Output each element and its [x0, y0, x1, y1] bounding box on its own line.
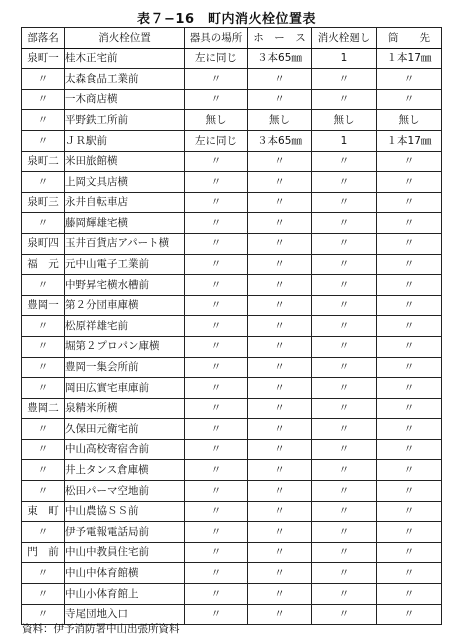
location-cell: 中山高校寄宿舎前	[65, 439, 185, 460]
district-cell: 〃	[22, 522, 65, 543]
nozzle-cell: 〃	[377, 295, 442, 316]
district-cell: 東 町	[22, 501, 65, 522]
table-row	[22, 213, 442, 234]
hose-cell: 〃	[248, 336, 312, 357]
location-cell: 上岡文具店横	[65, 172, 185, 193]
table-row	[22, 357, 442, 378]
location-cell: 一木商店横	[65, 89, 185, 110]
location-cell: 豊岡一集会所前	[65, 357, 185, 378]
table-row	[22, 275, 442, 296]
location-cell: 中山中体育館横	[65, 563, 185, 584]
nozzle-cell: 〃	[377, 604, 442, 625]
wrench-cell: 〃	[312, 336, 377, 357]
wrench-cell: 〃	[312, 522, 377, 543]
table-row	[22, 192, 442, 213]
equipment-cell: 左に同じ	[185, 130, 248, 151]
hose-cell: 〃	[248, 295, 312, 316]
hose-cell: 〃	[248, 151, 312, 172]
equipment-cell: 〃	[185, 316, 248, 337]
table-row	[22, 481, 442, 502]
district-cell: 〃	[22, 316, 65, 337]
wrench-cell: 1	[312, 48, 377, 69]
location-cell: 井上タンス倉庫横	[65, 460, 185, 481]
nozzle-cell: 〃	[377, 172, 442, 193]
location-cell: 桂木正宅前	[65, 48, 185, 69]
table-row	[22, 48, 442, 69]
location-cell: 中野昇宅横水槽前	[65, 275, 185, 296]
nozzle-cell: 〃	[377, 542, 442, 563]
equipment-cell: 〃	[185, 275, 248, 296]
location-cell: 中山農協ＳＳ前	[65, 501, 185, 522]
table-row	[22, 233, 442, 254]
table-row	[22, 542, 442, 563]
location-cell: 玉井百貨店アパート横	[65, 233, 185, 254]
wrench-cell: 1	[312, 130, 377, 151]
equipment-cell: 〃	[185, 254, 248, 275]
hose-cell: 〃	[248, 89, 312, 110]
wrench-cell: 〃	[312, 604, 377, 625]
table-title: 表７−16 町内消火栓位置表	[137, 12, 316, 27]
table-row	[22, 584, 442, 605]
table-row	[22, 316, 442, 337]
header-hydrant-wrench: 消火栓廻し	[312, 28, 377, 49]
hose-cell: 〃	[248, 69, 312, 90]
hose-cell: 〃	[248, 172, 312, 193]
equipment-cell: 〃	[185, 233, 248, 254]
nozzle-cell: 〃	[377, 69, 442, 90]
district-cell: 〃	[22, 172, 65, 193]
district-cell: 泉町三	[22, 192, 65, 213]
district-cell: 〃	[22, 439, 65, 460]
location-cell: 堀第２プロパン庫横	[65, 336, 185, 357]
hose-cell: 〃	[248, 481, 312, 502]
table-row	[22, 130, 442, 151]
district-cell: 〃	[22, 110, 65, 131]
hydrant-location-table	[21, 27, 442, 625]
wrench-cell: 〃	[312, 584, 377, 605]
location-cell: 松原祥雄宅前	[65, 316, 185, 337]
location-cell: 久保田元衛宅前	[65, 419, 185, 440]
equipment-cell: 〃	[185, 213, 248, 234]
district-cell: 〃	[22, 69, 65, 90]
district-cell: 門 前	[22, 542, 65, 563]
nozzle-cell: 〃	[377, 316, 442, 337]
district-cell: 〃	[22, 604, 65, 625]
location-cell: 寺尾団地入口	[65, 604, 185, 625]
hose-cell: 〃	[248, 522, 312, 543]
nozzle-cell: １本17㎜	[377, 48, 442, 69]
wrench-cell: 〃	[312, 481, 377, 502]
equipment-cell: 〃	[185, 584, 248, 605]
location-cell: 岡田広實宅車庫前	[65, 378, 185, 399]
wrench-cell: 〃	[312, 89, 377, 110]
wrench-cell: 〃	[312, 213, 377, 234]
equipment-cell: 〃	[185, 563, 248, 584]
wrench-cell: 〃	[312, 398, 377, 419]
location-cell: 藤岡輝雄宅横	[65, 213, 185, 234]
hose-cell: 〃	[248, 584, 312, 605]
nozzle-cell: １本17㎜	[377, 130, 442, 151]
hose-cell: 〃	[248, 233, 312, 254]
nozzle-cell: 〃	[377, 213, 442, 234]
wrench-cell: 〃	[312, 254, 377, 275]
header-hydrant-location: 消火栓位置	[65, 28, 185, 49]
nozzle-cell: 〃	[377, 378, 442, 399]
hose-cell: 〃	[248, 419, 312, 440]
table-row	[22, 295, 442, 316]
table-row	[22, 563, 442, 584]
location-cell: 元中山電子工業前	[65, 254, 185, 275]
hose-cell: 〃	[248, 213, 312, 234]
nozzle-cell: 〃	[377, 254, 442, 275]
nozzle-cell: 無し	[377, 110, 442, 131]
location-cell: ＪＲ駅前	[65, 130, 185, 151]
header-nozzle: 筒 先	[377, 28, 442, 49]
table-row	[22, 110, 442, 131]
hose-cell: 〃	[248, 398, 312, 419]
equipment-cell: 〃	[185, 151, 248, 172]
nozzle-cell: 〃	[377, 439, 442, 460]
equipment-cell: 〃	[185, 542, 248, 563]
wrench-cell: 〃	[312, 69, 377, 90]
equipment-cell: 無し	[185, 110, 248, 131]
wrench-cell: 〃	[312, 295, 377, 316]
district-cell: 〃	[22, 419, 65, 440]
hose-cell: 〃	[248, 604, 312, 625]
nozzle-cell: 〃	[377, 357, 442, 378]
table-row	[22, 501, 442, 522]
district-cell: 〃	[22, 378, 65, 399]
table-row	[22, 336, 442, 357]
hose-cell: 無し	[248, 110, 312, 131]
wrench-cell: 〃	[312, 542, 377, 563]
header-district: 部落名	[22, 28, 65, 49]
table-row	[22, 89, 442, 110]
hose-cell: 〃	[248, 563, 312, 584]
hose-cell: 〃	[248, 439, 312, 460]
district-cell: 福 元	[22, 254, 65, 275]
district-cell: 泉町一	[22, 48, 65, 69]
header-equipment-place: 器具の場所	[185, 28, 248, 49]
equipment-cell: 〃	[185, 172, 248, 193]
header-hose: ホ ー ス	[248, 28, 312, 49]
nozzle-cell: 〃	[377, 336, 442, 357]
district-cell: 〃	[22, 481, 65, 502]
hose-cell: 〃	[248, 357, 312, 378]
hose-cell: 〃	[248, 501, 312, 522]
equipment-cell: 〃	[185, 69, 248, 90]
wrench-cell: 〃	[312, 419, 377, 440]
equipment-cell: 〃	[185, 439, 248, 460]
district-cell: 泉町四	[22, 233, 65, 254]
nozzle-cell: 〃	[377, 481, 442, 502]
wrench-cell: 〃	[312, 192, 377, 213]
location-cell: 伊予電報電話局前	[65, 522, 185, 543]
equipment-cell: 〃	[185, 604, 248, 625]
equipment-cell: 〃	[185, 336, 248, 357]
hose-cell: 〃	[248, 316, 312, 337]
nozzle-cell: 〃	[377, 522, 442, 543]
equipment-cell: 左に同じ	[185, 48, 248, 69]
district-cell: 〃	[22, 89, 65, 110]
hose-cell: 〃	[248, 254, 312, 275]
nozzle-cell: 〃	[377, 398, 442, 419]
hose-cell: ３本65㎜	[248, 130, 312, 151]
hose-cell: 〃	[248, 542, 312, 563]
wrench-cell: 〃	[312, 563, 377, 584]
table-row	[22, 254, 442, 275]
table-row	[22, 419, 442, 440]
hose-cell: 〃	[248, 192, 312, 213]
district-cell: 〃	[22, 584, 65, 605]
location-cell: 米田旅館横	[65, 151, 185, 172]
hose-cell: ３本65㎜	[248, 48, 312, 69]
header-row	[22, 28, 442, 49]
equipment-cell: 〃	[185, 501, 248, 522]
nozzle-cell: 〃	[377, 584, 442, 605]
equipment-cell: 〃	[185, 419, 248, 440]
district-cell: 〃	[22, 460, 65, 481]
location-cell: 永井自転車店	[65, 192, 185, 213]
table-row	[22, 460, 442, 481]
location-cell: 松田パーマ空地前	[65, 481, 185, 502]
wrench-cell: 〃	[312, 460, 377, 481]
wrench-cell: 〃	[312, 501, 377, 522]
table-row	[22, 522, 442, 543]
wrench-cell: 〃	[312, 316, 377, 337]
equipment-cell: 〃	[185, 295, 248, 316]
location-cell: 第２分団車庫横	[65, 295, 185, 316]
table-row	[22, 172, 442, 193]
wrench-cell: 無し	[312, 110, 377, 131]
source-footnote: 資料：伊予消防署中山出張所資料	[22, 623, 180, 635]
hose-cell: 〃	[248, 378, 312, 399]
district-cell: 豊岡二	[22, 398, 65, 419]
location-cell: 中山小体育館上	[65, 584, 185, 605]
district-cell: 〃	[22, 213, 65, 234]
hose-cell: 〃	[248, 275, 312, 296]
district-cell: 泉町二	[22, 151, 65, 172]
location-cell: 平野鉄工所前	[65, 110, 185, 131]
district-cell: 〃	[22, 130, 65, 151]
equipment-cell: 〃	[185, 378, 248, 399]
nozzle-cell: 〃	[377, 151, 442, 172]
wrench-cell: 〃	[312, 233, 377, 254]
nozzle-cell: 〃	[377, 89, 442, 110]
nozzle-cell: 〃	[377, 275, 442, 296]
location-cell: 太森食品工業前	[65, 69, 185, 90]
table-row	[22, 69, 442, 90]
table-row	[22, 151, 442, 172]
equipment-cell: 〃	[185, 460, 248, 481]
nozzle-cell: 〃	[377, 563, 442, 584]
wrench-cell: 〃	[312, 439, 377, 460]
district-cell: 〃	[22, 275, 65, 296]
location-cell: 中山中教員住宅前	[65, 542, 185, 563]
location-cell: 泉精米所横	[65, 398, 185, 419]
table-row	[22, 398, 442, 419]
wrench-cell: 〃	[312, 357, 377, 378]
equipment-cell: 〃	[185, 357, 248, 378]
equipment-cell: 〃	[185, 192, 248, 213]
wrench-cell: 〃	[312, 172, 377, 193]
nozzle-cell: 〃	[377, 460, 442, 481]
nozzle-cell: 〃	[377, 501, 442, 522]
table-row	[22, 439, 442, 460]
equipment-cell: 〃	[185, 481, 248, 502]
hose-cell: 〃	[248, 460, 312, 481]
nozzle-cell: 〃	[377, 233, 442, 254]
wrench-cell: 〃	[312, 151, 377, 172]
wrench-cell: 〃	[312, 275, 377, 296]
district-cell: 〃	[22, 357, 65, 378]
district-cell: 〃	[22, 563, 65, 584]
table-row	[22, 378, 442, 399]
equipment-cell: 〃	[185, 522, 248, 543]
nozzle-cell: 〃	[377, 192, 442, 213]
wrench-cell: 〃	[312, 378, 377, 399]
equipment-cell: 〃	[185, 89, 248, 110]
district-cell: 豊岡一	[22, 295, 65, 316]
district-cell: 〃	[22, 336, 65, 357]
equipment-cell: 〃	[185, 398, 248, 419]
nozzle-cell: 〃	[377, 419, 442, 440]
